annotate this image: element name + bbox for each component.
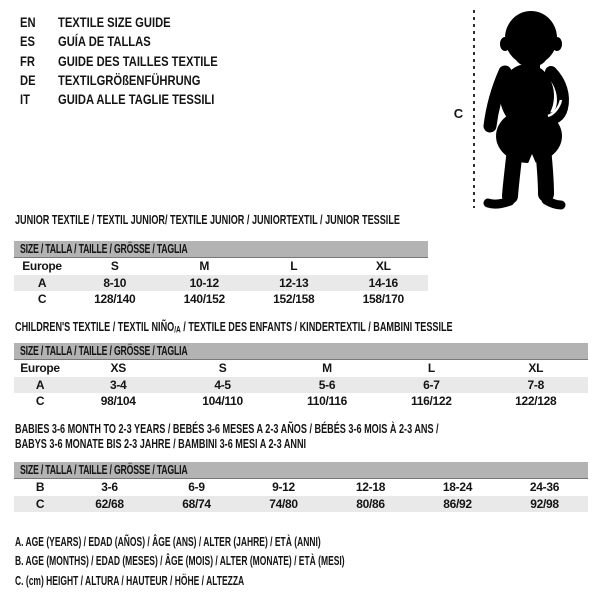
row-label: A (37, 275, 47, 290)
height-measure-dotted-line (473, 10, 475, 208)
size-value: 7-8 (527, 377, 544, 392)
children-table-title: CHILDREN'S TEXTILE / TEXTIL NIÑO/A / TEXTILE DES ENFANTS / KINDERTEXTIL / BAMBINI TESSILE (15, 319, 453, 335)
size-value: 104/110 (202, 394, 243, 409)
size-value: 110/116 (307, 394, 347, 409)
size-value: 62/68 (95, 496, 124, 511)
language-code: EN (20, 14, 36, 30)
size-value: XS (110, 361, 126, 376)
size-legend (15, 533, 500, 591)
size-value: 12-13 (279, 275, 309, 290)
size-value: 24-36 (529, 480, 560, 495)
size-value: S (110, 259, 119, 274)
language-code: DE (20, 71, 36, 88)
size-row (14, 291, 428, 308)
legend-line: C. (cm) HEIGHT / ALTURA / HAUTEUR / HÖHE / ALTEZZA (15, 573, 245, 588)
size-header-bar (14, 241, 428, 258)
size-value: 6-9 (188, 480, 205, 495)
size-value: S (218, 361, 227, 376)
language-code: ES (20, 33, 35, 50)
size-header-bar (14, 343, 588, 360)
size-value: 158/170 (362, 292, 404, 307)
size-value: 74/80 (269, 496, 298, 511)
size-header-label: SIZE / TALLA / TAILLE / GRÖSSE / TAGLIA (20, 463, 188, 477)
size-value: 92/98 (530, 496, 559, 511)
size-header-label: SIZE / TALLA / TAILLE / GRÖSSE / TAGLIA (20, 242, 188, 256)
size-value: M (322, 361, 332, 376)
size-row (14, 377, 588, 394)
size-value: 86/92 (443, 496, 472, 511)
size-header-label: SIZE / TALLA / TAILLE / GRÖSSE / TAGLIA (20, 344, 188, 358)
toddler-silhouette-image (481, 8, 571, 210)
title-subscript: /A (174, 324, 181, 335)
language-name: TEXTILGRÖßENFÜHRUNG (58, 71, 201, 88)
junior-size-table (14, 241, 428, 308)
language-name: TEXTILE SIZE GUIDE (58, 14, 171, 30)
size-value: M (199, 259, 210, 274)
size-row (14, 275, 428, 292)
size-value: 9-12 (272, 480, 295, 495)
size-value: 8-10 (103, 275, 127, 290)
size-value: 3-6 (101, 480, 118, 495)
language-code: FR (20, 52, 35, 69)
row-label: A (35, 377, 45, 392)
row-label: C (35, 394, 45, 409)
size-value: 140/152 (183, 292, 225, 307)
size-header-bar (14, 462, 588, 479)
size-value: 80/86 (356, 496, 385, 511)
size-value: 14-16 (368, 275, 398, 290)
language-name: GUÍA DE TALLAS (58, 33, 151, 50)
legend-line: A. AGE (YEARS) / EDAD (AÑOS) / ÂGE (ANS) / ALTER (JAHRE) / ETÀ (ANNI) (15, 535, 321, 549)
size-value: 5-6 (318, 377, 336, 392)
size-value: 4-5 (214, 377, 231, 392)
row-label: B (35, 480, 45, 495)
size-value: 116/122 (411, 394, 452, 409)
size-row (14, 393, 588, 410)
size-value: 6-7 (423, 377, 440, 392)
size-value: XL (528, 361, 544, 376)
junior-table-title: JUNIOR TEXTILE / TEXTIL JUNIOR/ TEXTILE JUNIOR / JUNIORTEXTIL / JUNIOR TESSILE (15, 212, 400, 227)
row-label: Europe (20, 361, 60, 376)
size-value: 10-12 (189, 275, 219, 290)
size-value: 12-18 (355, 480, 386, 495)
children-size-table (14, 343, 588, 410)
size-row (14, 360, 588, 377)
size-value: L (427, 361, 435, 376)
row-label: C (37, 292, 47, 307)
size-row (14, 258, 428, 275)
size-value: 3-4 (109, 377, 127, 392)
height-label-c: C (453, 106, 464, 121)
size-value: 98/104 (100, 394, 136, 409)
size-value: 18-24 (442, 480, 473, 495)
size-row (14, 496, 588, 513)
size-value: 128/140 (94, 292, 136, 307)
language-name: GUIDA ALLE TAGLIE TESSILI (58, 91, 215, 108)
size-value: 152/158 (273, 292, 315, 307)
size-row (14, 479, 588, 496)
legend-line: B. AGE (MONTHS) / EDAD (MESES) / ÂGE (MOIS) / ALTER (MONATE) / ETÀ (MESI) (15, 554, 345, 569)
size-value: L (290, 259, 298, 274)
babies-table-title: BABIES 3-6 MONTH TO 2-3 YEARS / BEBÉS 3-6 MESES A 2-3 AÑOS / BÉBÉS 3-6 MOIS À 2-3 ANS / BABYS 3-6 MONATE BIS 2-3 JAHRE / BAMBINI 3-6 MESI A 2-3 ANNI (15, 421, 439, 451)
size-value: 122/128 (515, 394, 557, 409)
babies-size-table (14, 462, 588, 512)
size-value: XL (375, 259, 391, 274)
size-value: 68/74 (182, 496, 211, 511)
row-label: C (35, 496, 45, 511)
row-label: Europe (22, 259, 62, 274)
language-code: IT (20, 91, 30, 108)
language-name: GUIDE DES TAILLES TEXTILE (58, 52, 218, 69)
